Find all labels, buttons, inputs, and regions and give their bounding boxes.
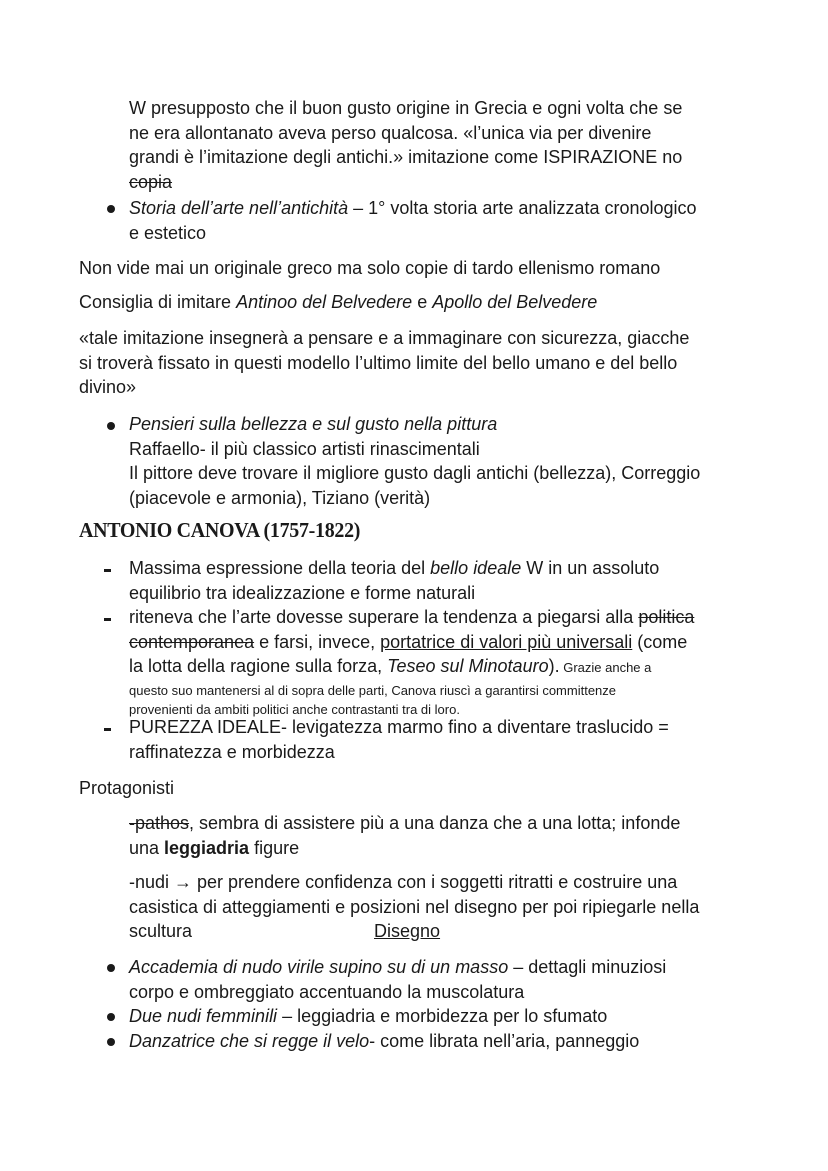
- paragraph-protagonisti: Protagonisti: [79, 778, 175, 798]
- text: scultura: [129, 921, 193, 941]
- bullet-icon: [107, 964, 115, 972]
- text: riteneva che l’arte dovesse superare la tendenza a piegarsi alla: [129, 607, 639, 627]
- work-title: Apollo del Belvedere: [432, 292, 598, 312]
- text: – 1° volta storia arte analizzata cronologico: [348, 198, 697, 218]
- text: e: [412, 292, 433, 312]
- dash-item-arte-politica: [129, 605, 694, 719]
- work-title: Antinoo del Belvedere: [236, 292, 413, 312]
- bullet-icon: [107, 1038, 115, 1046]
- dash-bullet-icon: [104, 569, 111, 572]
- paragraph-pathos: [129, 811, 680, 860]
- underlined-text: portatrice di valori più universali: [380, 631, 633, 652]
- paragraph-consiglia: [79, 290, 597, 315]
- text-line: (piacevole e armonia), Tiziano (verità): [129, 487, 431, 508]
- subheading-disegno: Disegno: [374, 921, 441, 941]
- work-title: Accademia di nudo virile supino su di un masso: [129, 957, 509, 977]
- text: – dettagli minuziosi: [508, 957, 667, 977]
- text: Massima espressione della teoria del: [129, 558, 431, 578]
- dash-bullet-icon: [104, 728, 111, 731]
- text: figure: [249, 837, 300, 858]
- paragraph-nudi: [129, 870, 699, 944]
- work-title: Due nudi femminili: [129, 1006, 278, 1026]
- text: la lotta della ragione sulla forza,: [129, 656, 388, 676]
- bullet-item-pensieri: [129, 412, 700, 510]
- text-line: equilibrio tra idealizzazione e forme naturali: [129, 582, 476, 603]
- work-title: Storia dell’arte nell’antichità: [129, 198, 349, 218]
- struck-text: -pathos: [129, 813, 190, 833]
- text: W in un assoluto: [521, 558, 660, 578]
- bullet-item-danzatrice: [129, 1029, 639, 1054]
- text: e farsi, invece,: [254, 631, 381, 652]
- text: una: [129, 837, 165, 858]
- bullet-item-accademia: [129, 955, 666, 1004]
- work-title: Danzatrice che si regge il velo: [129, 1031, 370, 1051]
- text-line: grandi è l’imitazione degli antichi.» imitazione come ISPIRAZIONE no: [129, 147, 683, 167]
- text-line: «tale imitazione insegnerà a pensare e a immaginare con sicurezza, giacche: [79, 328, 690, 348]
- paragraph-non-vide: Non vide mai un originale greco ma solo copie di tardo ellenismo romano: [79, 258, 661, 278]
- text-line: W presupposto che il buon gusto origine in Grecia e ogni volta che se: [129, 98, 683, 118]
- struck-text: contemporanea: [129, 631, 255, 652]
- intro-paragraph: [129, 96, 682, 194]
- section-heading-canova: ANTONIO CANOVA (1757-1822): [79, 518, 361, 542]
- text-line: PUREZZA IDEALE- levigatezza marmo fino a diventare traslucido =: [129, 717, 669, 737]
- small-note: Grazie anche a: [559, 660, 652, 675]
- work-title: Pensieri sulla bellezza e sul gusto nella pittura: [129, 414, 498, 434]
- quote-paragraph: [79, 326, 689, 400]
- text: – leggiadria e morbidezza per lo sfumato: [277, 1006, 608, 1026]
- text: (come: [632, 631, 688, 652]
- text-line: Raffaello- il più classico artisti rinascimentali: [129, 438, 480, 459]
- dash-item-purezza: [129, 715, 669, 764]
- italic-term: bello ideale: [430, 558, 522, 578]
- work-title: Teseo sul Minotauro: [387, 656, 549, 676]
- bullet-icon: [107, 205, 115, 213]
- bullet-icon: [107, 422, 115, 430]
- text: ).: [548, 656, 560, 676]
- text-line: casistica di atteggiamenti e posizioni nel disegno per poi ripiegarle nella: [129, 896, 700, 917]
- small-note: questo suo mantenersi al di sopra delle parti, Canova riuscì a garantirsi committenze: [129, 682, 617, 698]
- text-line: divino»: [79, 377, 137, 397]
- dash-item-bello-ideale: [129, 556, 659, 605]
- dash-bullet-icon: [104, 618, 111, 621]
- text-line: Il pittore deve trovare il migliore gusto dagli antichi (bellezza), Correggio: [129, 463, 701, 483]
- bullet-item-due-nudi: [129, 1004, 607, 1029]
- text: , sembra di assistere più a una danza che a una lotta; infonde: [189, 813, 681, 833]
- text-line: ne era allontanato aveva perso qualcosa. «l’unica via per divenire: [129, 122, 652, 143]
- bullet-icon: [107, 1013, 115, 1021]
- text-line: si troverà fissato in questi modello l’ultimo limite del bello umano e del bello: [79, 352, 678, 373]
- bold-term: leggiadria: [164, 837, 250, 858]
- text: Consiglia di imitare: [79, 292, 237, 312]
- struck-text: copia: [129, 171, 173, 192]
- struck-text: politica: [638, 607, 695, 627]
- bullet-item-storia: [129, 196, 697, 245]
- text-line: e estetico: [129, 222, 207, 243]
- text: - come librata nell’aria, panneggio: [369, 1031, 640, 1051]
- text-line: raffinatezza e morbidezza: [129, 741, 335, 762]
- text-line: corpo e ombreggiato accentuando la muscolatura: [129, 981, 525, 1002]
- small-note: provenienti da ambiti politici anche contrastanti tra di loro.: [129, 701, 460, 717]
- text-line: -nudi → per prendere confidenza con i soggetti ritratti e costruire una: [129, 872, 678, 892]
